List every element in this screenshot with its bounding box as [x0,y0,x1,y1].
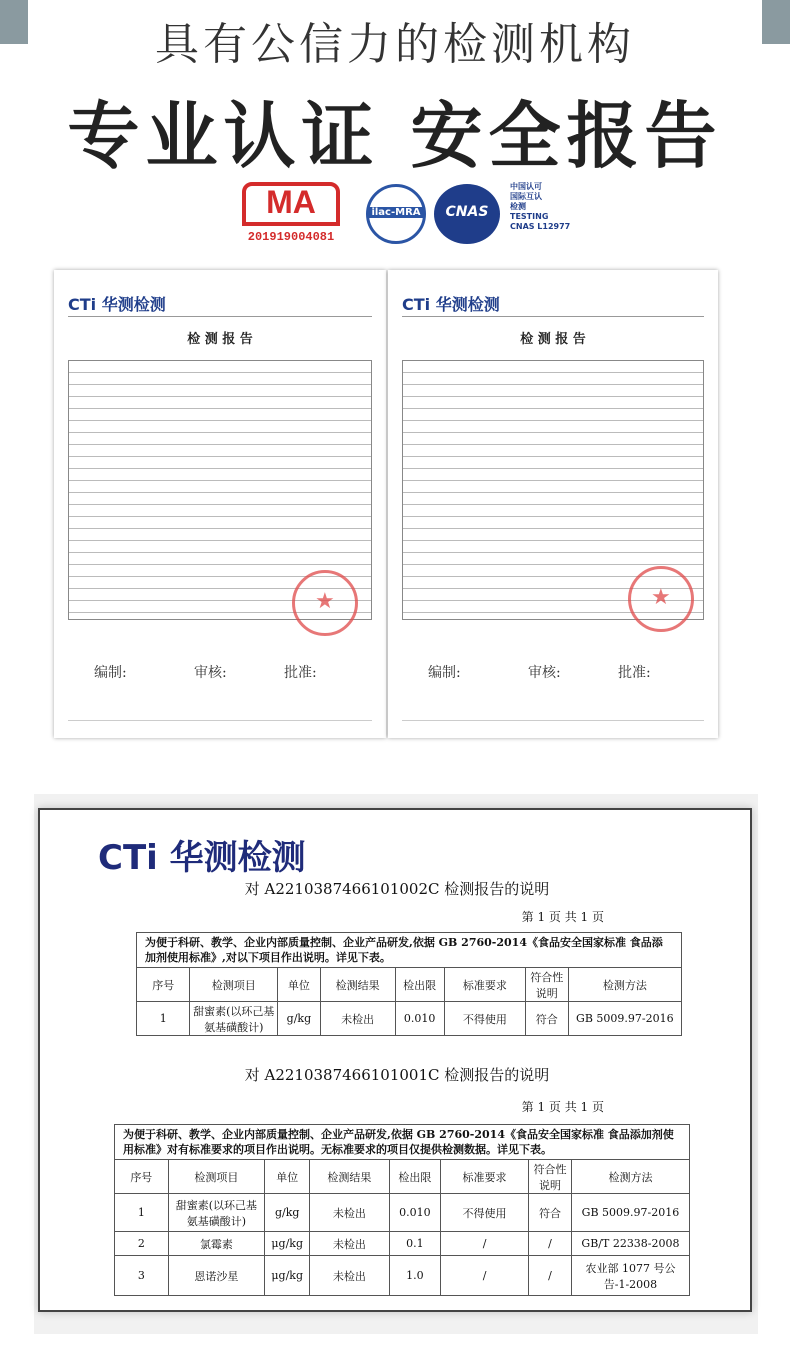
cma-logo-text: MA [266,184,316,220]
cell: 不得使用 [441,1194,529,1232]
cell: 未检出 [320,1002,395,1036]
cell: 1 [115,1194,169,1232]
col-header: 标准要求 [441,1160,529,1194]
cma-logo [236,178,346,248]
explanation-table-1 [136,932,682,1036]
cnas-caption-line: TESTING [510,212,549,221]
report-brand: CTi 华测检测 [402,295,500,314]
cti-logo: CTi 华测检测 [98,838,306,878]
cell: 符合 [525,1002,568,1036]
page-indicator-1: 第 1 页 共 1 页 [521,910,604,924]
headline-certified: 专业认证 安全报告 [67,94,723,178]
cell: / [529,1232,572,1256]
explanation-table-2 [114,1124,690,1296]
signature-approved: 批准: [284,665,317,681]
cell: 恩诺沙星 [168,1256,265,1296]
ilac-mra-logo [366,184,426,244]
cell: 甜蜜素(以环己基氨基磺酸计) [190,1002,278,1036]
cell: / [441,1232,529,1256]
cell: 1 [137,1002,190,1036]
page-indicator-2: 第 1 页 共 1 页 [521,1100,604,1114]
cell: 未检出 [310,1232,389,1256]
table-row [115,1256,690,1296]
cell: 未检出 [310,1256,389,1296]
report-footer [402,720,704,724]
cell: / [529,1256,572,1296]
cell: μg/kg [265,1232,310,1256]
col-header: 检测项目 [168,1160,265,1194]
divider [402,316,704,317]
col-header: 检测结果 [320,968,395,1002]
signature-approved: 批准: [618,665,651,681]
col-header: 检测项目 [190,968,278,1002]
cell: 未检出 [310,1194,389,1232]
cnas-logo [434,184,500,244]
cell: g/kg [265,1194,310,1232]
col-header: 单位 [278,968,321,1002]
test-report-1 [54,270,386,738]
cnas-caption [510,182,590,232]
cell: 农业部 1077 号公告-1-2008 [571,1256,689,1296]
col-header: 符合性说明 [525,968,568,1002]
cell: 不得使用 [444,1002,525,1036]
explanation-title-1: 对 A2210387466101002C 检测报告的说明 [244,880,550,898]
cell: 3 [115,1256,169,1296]
divider [68,316,372,317]
cell: 1.0 [389,1256,440,1296]
report-title: 检 测 报 告 [520,332,586,347]
cnas-caption-line: 检测 [510,202,526,211]
cell: GB 5009.97-2016 [571,1194,689,1232]
cell: 甜蜜素(以环己基氨基磺酸计) [168,1194,265,1232]
test-report-2 [388,270,718,738]
table-note: 为便于科研、教学、企业内部质量控制、企业产品研发,依据 GB 2760-2014《食品安全国家标准 食品添加剂使用标准》,对以下项目作出说明。详见下表。 [137,933,682,968]
col-header: 标准要求 [444,968,525,1002]
cell: μg/kg [265,1256,310,1296]
cnas-caption-line: 中国认可 [510,182,542,191]
table-note: 为便于科研、教学、企业内部质量控制、企业产品研发,依据 GB 2760-2014《食品安全国家标准 食品添加剂使用标准》对有标准要求的项目作出说明。无标准要求的项目仅提供检测数据。详见下表。 [115,1125,690,1160]
col-header: 序号 [137,968,190,1002]
cell: / [441,1256,529,1296]
cell: 2 [115,1232,169,1256]
col-header: 符合性说明 [529,1160,572,1194]
signature-prepared: 编制: [428,665,461,681]
col-header: 单位 [265,1160,310,1194]
col-header: 序号 [115,1160,169,1194]
cell: g/kg [278,1002,321,1036]
col-header: 检出限 [389,1160,440,1194]
col-header: 检测结果 [310,1160,389,1194]
table-row [137,1002,682,1036]
table-row [115,1232,690,1256]
report-footer [68,720,372,724]
signature-prepared: 编制: [94,665,127,681]
col-header: 检出限 [395,968,444,1002]
report-explanation-sheet [38,808,752,1312]
headline-credibility: 具有公信力的检测机构 [155,19,635,70]
cell: 符合 [529,1194,572,1232]
table-row [115,1194,690,1232]
explanation-title-2: 对 A2210387466101001C 检测报告的说明 [244,1066,550,1084]
signature-reviewed: 审核: [528,665,561,681]
cma-number: 201919004081 [247,230,335,244]
cnas-caption-line: 国际互认 [510,192,542,201]
cell: GB/T 22338-2008 [571,1232,689,1256]
report-title: 检 测 报 告 [187,332,253,347]
cell: 0.010 [389,1194,440,1232]
report-brand: CTi 华测检测 [68,295,166,314]
ilac-label: ilac-MRA [369,207,423,218]
signature-reviewed: 审核: [194,665,227,681]
cnas-caption-line: CNAS L12977 [510,222,571,231]
cell: GB 5009.97-2016 [568,1002,681,1036]
cnas-label: CNAS [445,204,489,220]
cell: 0.1 [389,1232,440,1256]
certification-logos [236,178,571,248]
cell: 氯霉素 [168,1232,265,1256]
red-seal-stamp [292,570,358,636]
red-seal-stamp [628,566,694,632]
col-header: 检测方法 [571,1160,689,1194]
col-header: 检测方法 [568,968,681,1002]
cell: 0.010 [395,1002,444,1036]
